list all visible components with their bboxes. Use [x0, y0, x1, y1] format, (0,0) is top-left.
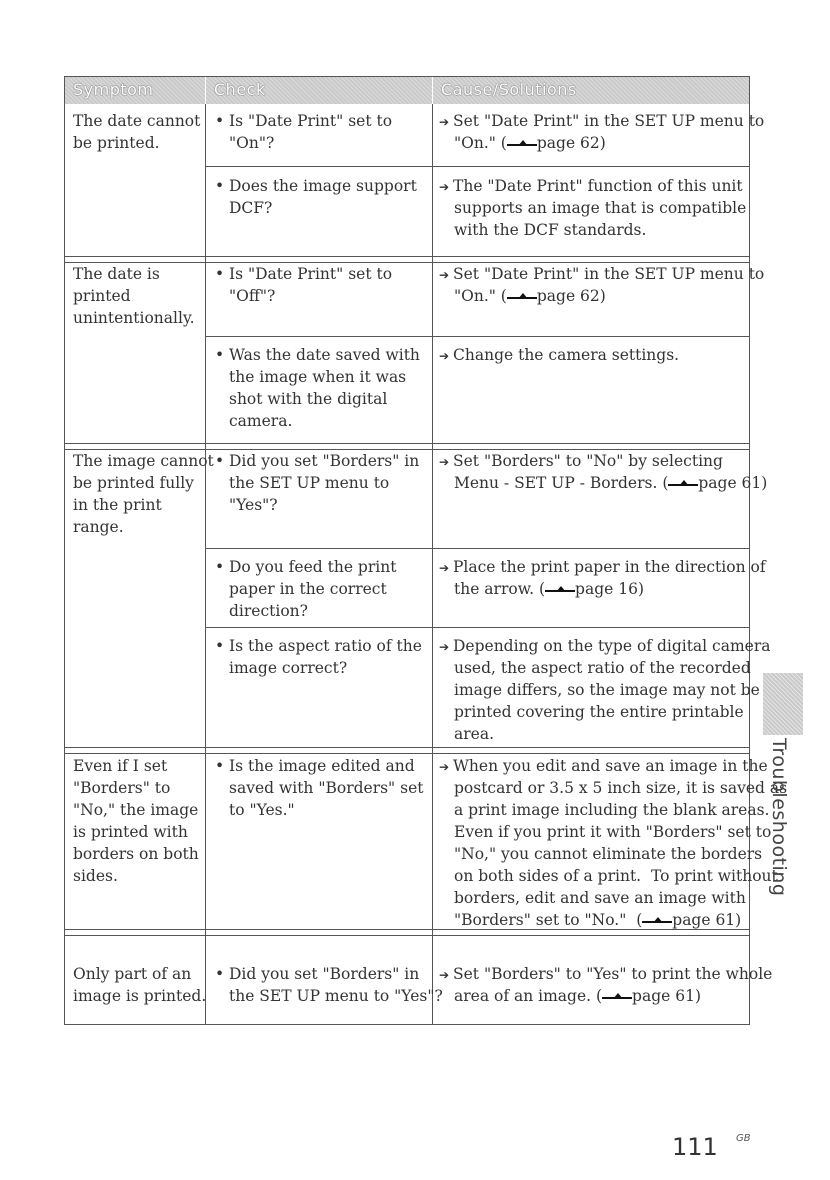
bullet-icon: • [215, 177, 225, 195]
arrow-icon: ➔ [439, 115, 450, 129]
item-divider [206, 627, 749, 628]
solution-line: image differs, so the image may not be [454, 681, 760, 699]
header-symptom [65, 77, 206, 104]
solution-line: "On." ( [454, 287, 507, 305]
solution-line: area of an image. ( [454, 987, 603, 1005]
arrow-icon: ➔ [439, 561, 450, 575]
check-text [229, 366, 406, 388]
section-tab-label: Troubleshooting [768, 738, 790, 897]
solution-text [454, 985, 701, 1007]
page-ref-icon [545, 586, 575, 594]
solution-line: "Borders" set to "No." ( [454, 911, 643, 929]
arrow-icon: ➔ [439, 455, 450, 469]
page-ref-text: page 61) [672, 911, 742, 929]
page-ref-text: page 62) [536, 287, 606, 305]
check-line: direction? [229, 602, 308, 620]
solution-text [439, 556, 766, 579]
bullet-icon: • [215, 112, 225, 130]
solution-text [454, 821, 771, 843]
bullet-icon: • [215, 265, 225, 283]
solution-line: The "Date Print" function of this unit [453, 177, 743, 195]
check-line: Do you feed the print [229, 558, 397, 576]
bullet-icon: • [215, 346, 225, 364]
solution-line: printed covering the entire printable [454, 703, 744, 721]
page-ref-icon [642, 917, 672, 925]
row-divider [65, 935, 749, 936]
check-text [229, 388, 387, 410]
solution-text [454, 132, 606, 154]
check-text [215, 963, 419, 985]
symptom-text: Only part of an [73, 965, 192, 983]
solution-line: borders, edit and save an image with [454, 889, 746, 907]
solution-text [454, 285, 606, 307]
arrow-icon: ➔ [439, 268, 450, 282]
header-solutions [433, 77, 749, 104]
symptom-text: printed [73, 287, 131, 305]
arrow-icon: ➔ [439, 968, 450, 982]
solution-line: Menu - SET UP - Borders. ( [454, 474, 669, 492]
solution-line: on both sides of a print. To print without [454, 867, 778, 885]
solution-line: a print image including the blank areas. [454, 801, 770, 819]
check-text [229, 132, 274, 154]
check-text [229, 494, 278, 516]
check-text [229, 578, 387, 600]
solution-line: used, the aspect ratio of the recorded [454, 659, 751, 677]
solution-line: Set "Date Print" in the SET UP menu to [453, 265, 765, 283]
symptom-text: "Borders" to [73, 779, 171, 797]
row-divider [65, 747, 749, 748]
symptom-text: borders on both [73, 845, 199, 863]
check-line: image correct? [229, 659, 348, 677]
check-line: Did you set "Borders" in [229, 965, 420, 983]
check-line: Is "Date Print" set to [229, 265, 393, 283]
check-line: shot with the digital [229, 390, 388, 408]
check-text [229, 657, 347, 679]
solution-text [454, 657, 751, 679]
check-line: "Yes"? [229, 496, 278, 514]
symptom-text: range. [73, 518, 124, 536]
solution-text [454, 865, 778, 887]
solution-text [439, 635, 771, 658]
check-line: camera. [229, 412, 293, 430]
symptom-text: The date cannot [73, 112, 201, 130]
solution-line: the arrow. ( [454, 580, 546, 598]
solution-text [454, 887, 746, 909]
solution-line: postcard or 3.5 x 5 inch size, it is saved as [454, 779, 788, 797]
header-label: Symptom [73, 80, 154, 99]
check-text [229, 777, 423, 799]
check-text [215, 344, 420, 366]
header-label: Cause/Solutions [441, 80, 577, 99]
check-text [229, 410, 292, 432]
check-text [215, 450, 419, 472]
arrow-icon: ➔ [439, 760, 450, 774]
bullet-icon: • [215, 637, 225, 655]
page-ref-icon [668, 480, 698, 488]
solution-text [439, 963, 772, 986]
symptom-text: "No," the image [73, 801, 199, 819]
check-line: Does the image support [229, 177, 417, 195]
solution-text [439, 344, 679, 367]
check-text [229, 600, 308, 622]
bullet-icon: • [215, 757, 225, 775]
solution-line: supports an image that is compatible [454, 199, 747, 217]
item-divider [206, 336, 749, 337]
solution-line: Set "Borders" to "Yes" to print the whole [453, 965, 773, 983]
check-text [215, 175, 417, 197]
solution-line: Even if you print it with "Borders" set to [454, 823, 772, 841]
page-ref-text: page 62) [536, 134, 606, 152]
solution-line: area. [454, 725, 494, 743]
check-line: "On"? [229, 134, 275, 152]
row-divider [65, 256, 749, 257]
solution-line: Depending on the type of digital camera [453, 637, 771, 655]
page-ref-icon [602, 993, 632, 1001]
check-text [215, 755, 415, 777]
solution-text [454, 843, 762, 865]
column-divider [432, 104, 433, 1024]
bullet-icon: • [215, 965, 225, 983]
solution-line: Set "Borders" to "No" by selecting [453, 452, 723, 470]
check-text [215, 263, 392, 285]
solution-line: When you edit and save an image in the [453, 757, 768, 775]
check-text [229, 472, 389, 494]
check-line: saved with "Borders" set [229, 779, 424, 797]
check-line: the image when it was [229, 368, 407, 386]
symptom-text: sides. [73, 867, 118, 885]
solution-text [454, 679, 760, 701]
check-text [229, 985, 443, 1007]
solution-text [439, 175, 743, 198]
row-divider [65, 753, 749, 754]
arrow-icon: ➔ [439, 349, 450, 363]
solution-line: Place the print paper in the direction of [453, 558, 766, 576]
symptom-text: unintentionally. [73, 309, 195, 327]
solution-text [454, 578, 644, 600]
check-line: the SET UP menu to "Yes"? [229, 987, 443, 1005]
solution-text [454, 472, 767, 494]
page-number: 111 [672, 1133, 718, 1161]
header-label: Check [214, 80, 266, 99]
check-text [215, 110, 392, 132]
solution-text [454, 723, 494, 745]
solution-text [454, 219, 646, 241]
bullet-icon: • [215, 452, 225, 470]
check-line: Was the date saved with [229, 346, 420, 364]
item-divider [206, 166, 749, 167]
check-line: Is the aspect ratio of the [229, 637, 422, 655]
arrow-icon: ➔ [439, 640, 450, 654]
check-line: "Off"? [229, 287, 276, 305]
solution-text [454, 197, 746, 219]
row-divider [65, 443, 749, 444]
solution-line: Set "Date Print" in the SET UP menu to [453, 112, 765, 130]
check-line: DCF? [229, 199, 273, 217]
check-text [229, 285, 275, 307]
symptom-text: Even if I set [73, 757, 168, 775]
check-text [229, 197, 272, 219]
check-line: Did you set "Borders" in [229, 452, 420, 470]
page-ref-icon [507, 293, 537, 301]
symptom-text: is printed with [73, 823, 188, 841]
check-text [229, 799, 295, 821]
check-line: paper in the correct [229, 580, 387, 598]
row-divider [65, 929, 749, 930]
page-ref-text: page 61) [698, 474, 768, 492]
check-text [215, 556, 396, 578]
check-line: to "Yes." [229, 801, 295, 819]
check-line: the SET UP menu to [229, 474, 390, 492]
page-ref-text: page 61) [632, 987, 701, 1005]
solution-line: "No," you cannot eliminate the borders [454, 845, 763, 863]
solution-text [439, 450, 723, 473]
header-check [206, 77, 433, 104]
check-line: Is the image edited and [229, 757, 415, 775]
symptom-text: be printed fully [73, 474, 194, 492]
symptom-text: in the print [73, 496, 162, 514]
solution-text [454, 701, 744, 723]
symptom-text: be printed. [73, 134, 160, 152]
solution-line: Change the camera settings. [453, 346, 680, 364]
arrow-icon: ➔ [439, 180, 450, 194]
section-tab [763, 673, 803, 735]
item-divider [206, 548, 749, 549]
check-text [215, 635, 422, 657]
solution-text [454, 799, 769, 821]
solution-line: with the DCF standards. [454, 221, 647, 239]
symptom-text: image is printed. [73, 987, 207, 1005]
bullet-icon: • [215, 558, 225, 576]
solution-text [454, 909, 741, 931]
solution-line: "On." ( [454, 134, 507, 152]
solution-text [439, 110, 764, 133]
page-ref-icon [507, 140, 537, 148]
column-divider [205, 104, 206, 1024]
check-line: Is "Date Print" set to [229, 112, 393, 130]
page-suffix: GB [736, 1133, 751, 1144]
symptom-text: The image cannot [73, 452, 214, 470]
solution-text [454, 777, 787, 799]
solution-text [439, 263, 764, 286]
symptom-text: The date is [73, 265, 160, 283]
page-ref-text: page 16) [575, 580, 645, 598]
solution-text [439, 755, 768, 778]
